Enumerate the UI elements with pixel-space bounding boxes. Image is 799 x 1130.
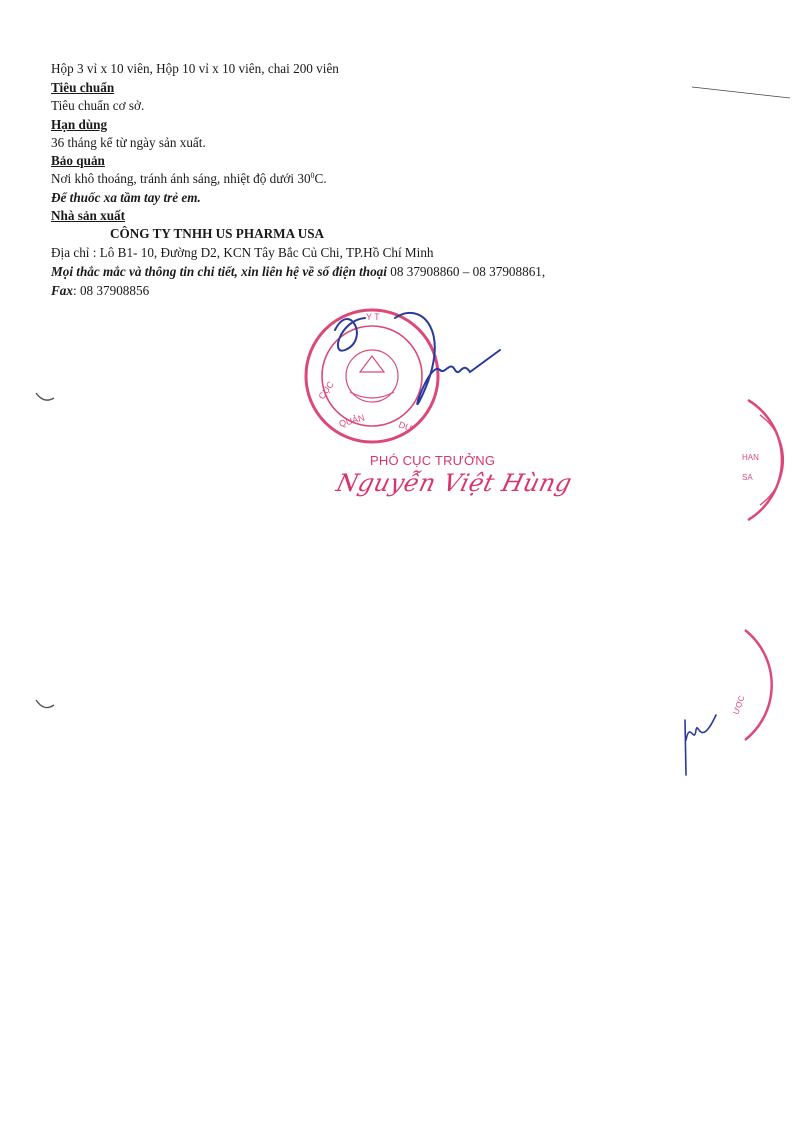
signatory-name: Nguyễn Việt Hùng	[333, 469, 575, 497]
initial-mark	[685, 715, 716, 775]
svg-text:SA: SA	[742, 473, 753, 482]
company-address: Địa chỉ : Lô B1- 10, Đường D2, KCN Tây Bắc Củ Chi, TP.Hồ Chí Minh	[51, 245, 434, 260]
scan-line-mark	[692, 87, 790, 98]
shelf-life-text: 36 tháng kể từ ngày sản xuất.	[51, 135, 206, 150]
contact-label: Mọi thắc mắc và thông tin chi tiết, xin liên hệ về số điện thoại	[51, 264, 387, 279]
edge-seal-top	[742, 400, 783, 520]
official-seal	[306, 310, 438, 442]
punch-hole-icon	[36, 700, 54, 708]
storage-heading: Bảo quản	[51, 153, 105, 168]
svg-text:CỤC: CỤC	[316, 379, 336, 402]
fax-number: : 08 37908856	[72, 283, 150, 298]
standard-text: Tiêu chuẩn cơ sở.	[51, 98, 145, 113]
child-warning: Để thuốc xa tầm tay trẻ em.	[51, 190, 201, 205]
storage-text-unit: C.	[314, 171, 327, 186]
degree-sup: 0	[310, 171, 315, 180]
contact-phones: 08 37908860 – 08 37908861,	[386, 264, 546, 279]
svg-text:HAN: HAN	[742, 453, 759, 462]
shelf-life-heading: Hạn dùng	[51, 117, 108, 132]
standard-heading: Tiêu chuẩn	[51, 80, 115, 95]
svg-text:ƯỢC: ƯỢC	[731, 694, 747, 716]
punch-hole-icon	[36, 393, 54, 400]
edge-seal-bottom	[731, 630, 771, 740]
svg-text:Y T: Y T	[366, 312, 380, 322]
svg-text:QUẢN: QUẢN	[337, 412, 366, 429]
company-name: CÔNG TY TNHH US PHARMA USA	[110, 226, 325, 241]
storage-text-main: Nơi khô thoáng, tránh ánh sáng, nhiệt độ dưới 30	[51, 171, 311, 186]
manufacturer-heading: Nhà sản xuất	[51, 208, 126, 223]
signatory-title: PHÓ CỤC TRƯỞNG	[370, 453, 496, 468]
svg-text:DƯ: DƯ	[397, 419, 415, 434]
packaging-line: Hộp 3 vỉ x 10 viên, Hộp 10 vỉ x 10 viên, chai 200 viên	[51, 61, 339, 76]
fax-label: Fax	[51, 283, 73, 298]
